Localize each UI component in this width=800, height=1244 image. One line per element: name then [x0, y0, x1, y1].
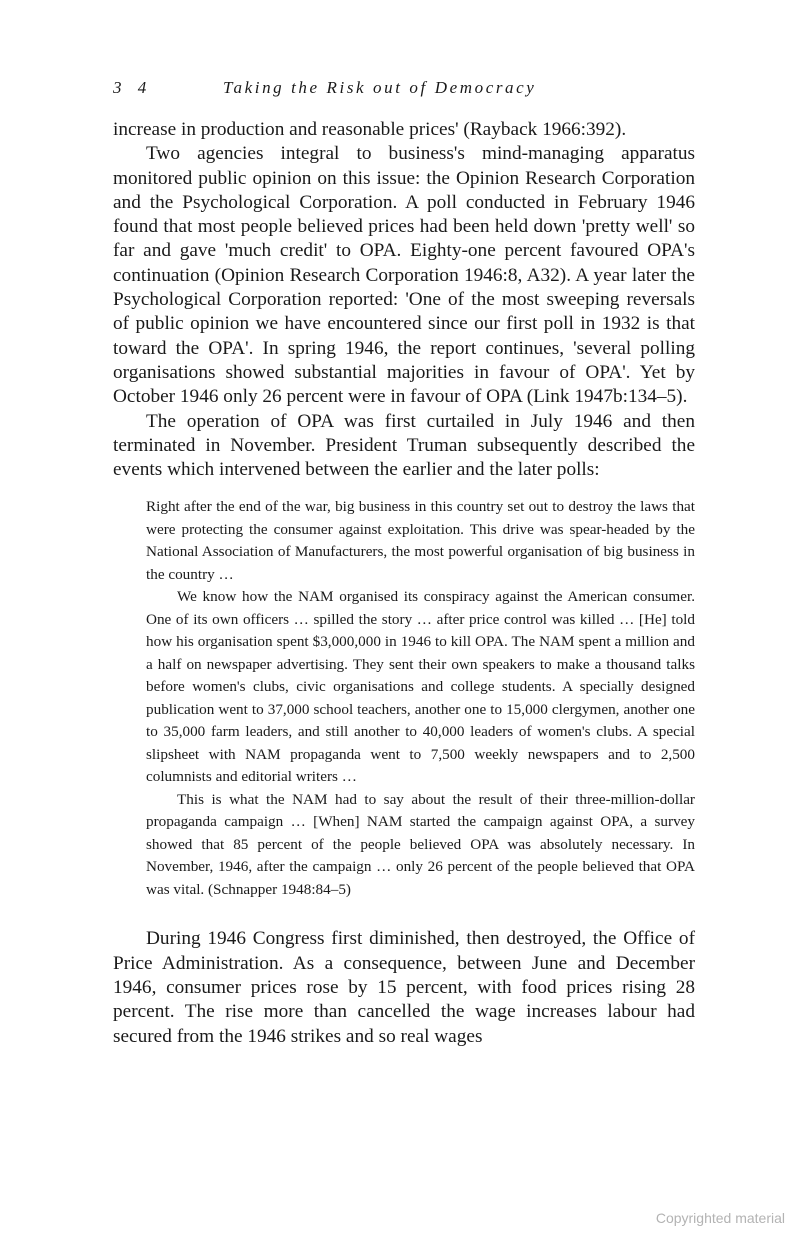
paragraph-opa-terminated: The operation of OPA was first curtailed in July 1946 and then terminated in November. President Truman subsequently described the events which intervened between the earlier and the later polls:: [113, 410, 695, 481]
running-head: [113, 78, 695, 106]
running-title: Taking the Risk out of Democracy: [223, 78, 537, 97]
page-number: 3 4: [113, 78, 153, 97]
copyright-watermark: Copyrighted material: [655, 1210, 785, 1226]
book-page: [113, 78, 695, 1049]
quote-paragraph: Right after the end of the war, big business in this country set out to destroy the laws that were protecting the consumer against exploitation. This drive was spear-headed by the National Association of Manufacturers, the most powerful organisation of big business in the country …: [146, 498, 695, 583]
paragraph-continuation: increase in production and reasonable prices' (Rayback 1966:392).: [113, 119, 627, 140]
quote-paragraph: This is what the NAM had to say about the result of their three-million-dollar propaganda campaign … [When] NAM started the campaign against OPA, a survey showed that 85 percent of the people believed OPA was absolutely necessary. In November, 1946, after the campaign … only 26 percent of the people believed that OPA was vital. (Schnapper 1948:84–5): [146, 790, 695, 898]
paragraph-congress: During 1946 Congress first diminished, then destroyed, the Office of Price Administration. As a consequence, between June and December 1946, consumer prices rose by 15 percent, with food prices rising 28 percent. The rise more than cancelled the wage increases labour had secured from the 1946 strikes and so real wages: [113, 928, 695, 1047]
quote-paragraph: We know how the NAM organised its conspiracy against the American consumer. One of its own officers … spilled the story … after price control was killed … [He] told how his organisation spent $3,000,000 in 1946 to kill OPA. The NAM spent a million and a half on newspaper advertising. They sent their own speakers to make a thousand talks before women's clubs, civic organisations and college students. A specially designed publication went to 37,000 school teachers, another one to 15,000 clergymen, another one to 35,000 farm leaders, and still another to 40,000 leaders of women's clubs. A special slipsheet with NAM propaganda went to 7,500 weekly newspapers and to 2,500 columnists and editorial writers …: [146, 588, 695, 786]
block-quote-truman: [146, 496, 695, 901]
paragraph-opinion-polls: Two agencies integral to business's mind-managing apparatus monitored public opinion on this issue: the Opinion Research Corporation and the Psychological Corporation. A poll conducted in February 1946 found that most people believed prices had been held down 'pretty well' so far and gave 'much credit' to OPA. Eighty-one percent favoured OPA's continuation (Opinion Research Corporation 1946:8, A32). A year later the Psychological Corporation reported: 'One of the most sweeping reversals of public opinion we have encountered since our first poll in 1932 is that toward the OPA'. In spring 1946, the report continues, 'several polling organisations showed substantial majorities in favour of OPA'. Yet by October 1946 only 26 percent were in favour of OPA (Link 1947b:134–5).: [113, 143, 695, 408]
